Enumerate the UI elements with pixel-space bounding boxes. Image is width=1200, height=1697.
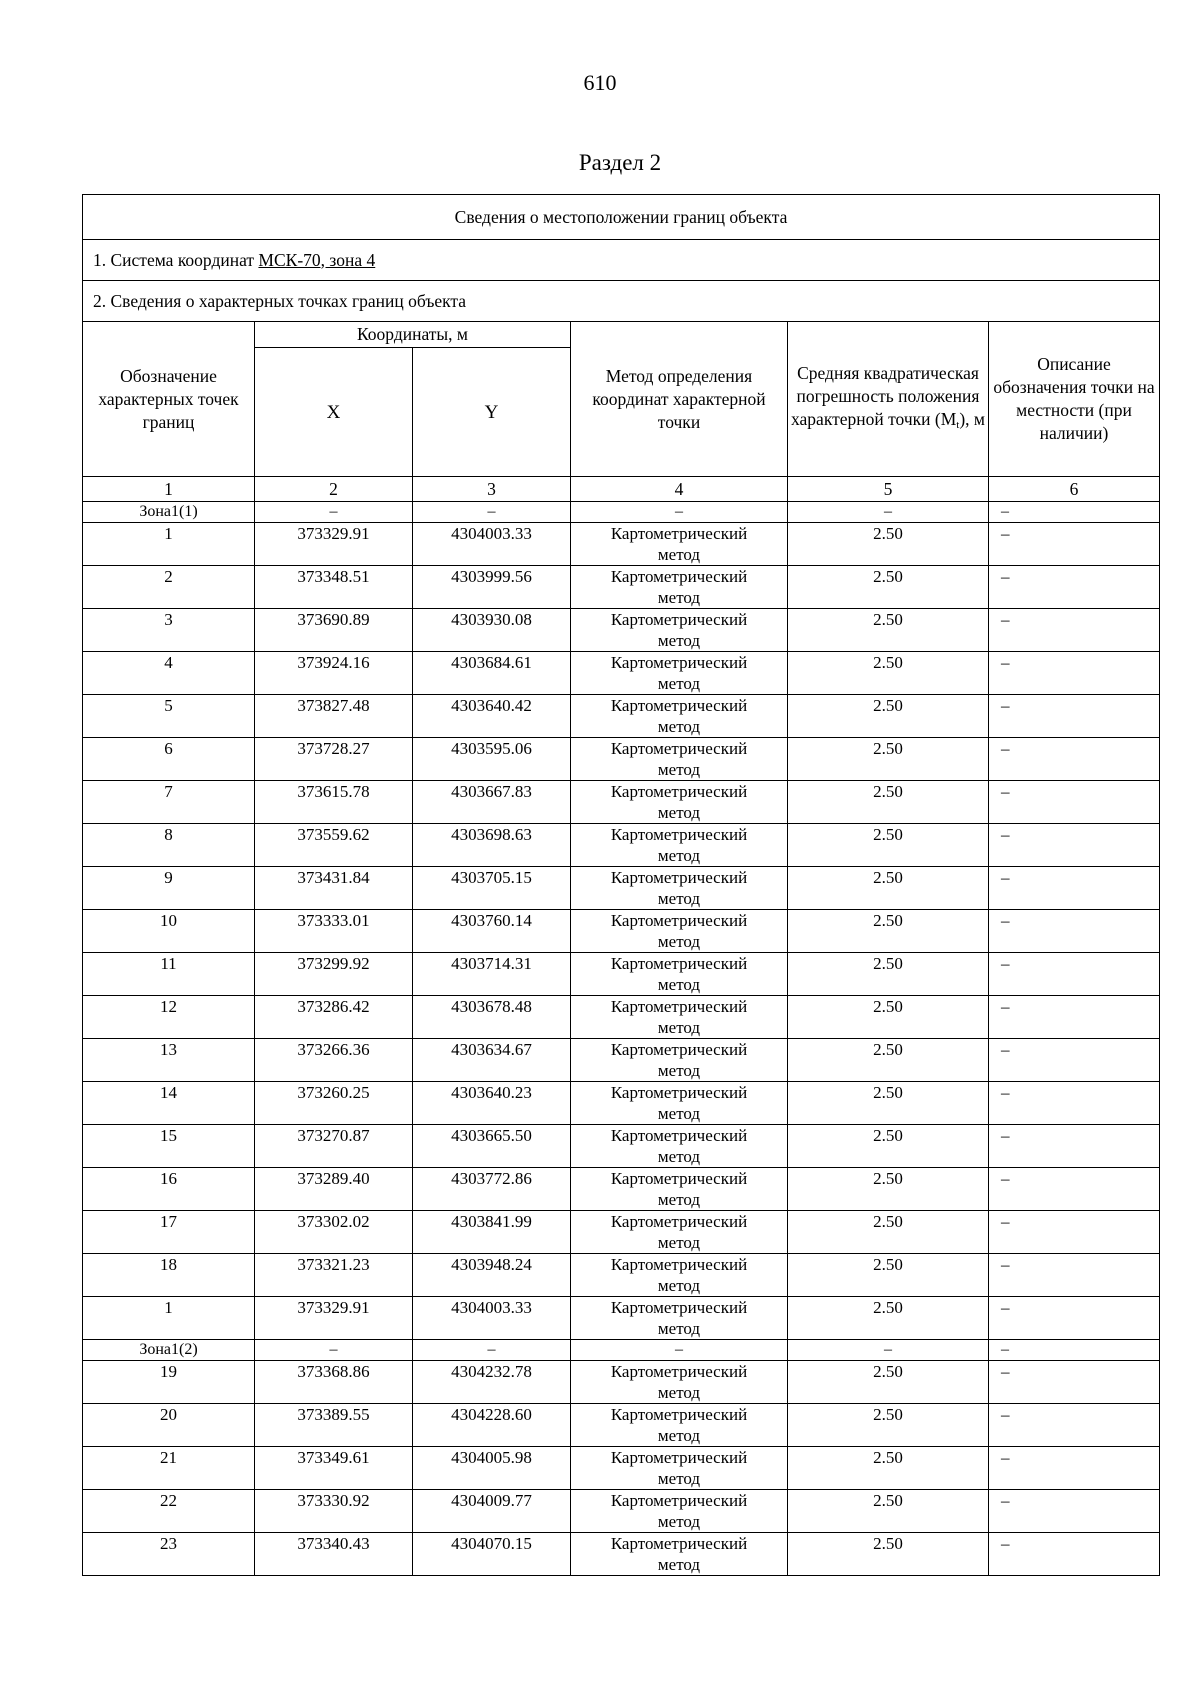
method-cell bbox=[571, 1254, 788, 1297]
error-value: 2.50 bbox=[788, 1404, 989, 1447]
error-value: 2.50 bbox=[788, 1082, 989, 1125]
point-id: 19 bbox=[83, 1361, 255, 1404]
method-line-1: Картометрический bbox=[610, 1169, 748, 1188]
zone-row bbox=[83, 1340, 1160, 1361]
method-line-2: метод bbox=[657, 1383, 701, 1402]
method-line-2: метод bbox=[657, 674, 701, 693]
y-coordinate: 4304003.33 bbox=[413, 1297, 571, 1340]
method-line-1: Картометрический bbox=[610, 1448, 748, 1467]
x-coordinate: 373349.61 bbox=[255, 1447, 413, 1490]
boundary-points-table bbox=[82, 194, 1160, 1576]
method-line-1: Картометрический bbox=[610, 954, 748, 973]
y-coordinate: 4304070.15 bbox=[413, 1533, 571, 1576]
method-line-2: метод bbox=[657, 545, 701, 564]
error-value: 2.50 bbox=[788, 996, 989, 1039]
table-row bbox=[83, 1082, 1160, 1125]
y-coordinate: 4303640.23 bbox=[413, 1082, 571, 1125]
y-coordinate: 4303678.48 bbox=[413, 996, 571, 1039]
y-coordinate: 4303930.08 bbox=[413, 609, 571, 652]
column-number: 4 bbox=[571, 477, 788, 502]
point-id: 12 bbox=[83, 996, 255, 1039]
description-value: – bbox=[989, 953, 1160, 996]
description-value: – bbox=[989, 1168, 1160, 1211]
zone-label: Зона1(2) bbox=[83, 1340, 255, 1361]
method-line-1: Картометрический bbox=[610, 1534, 748, 1553]
error-value: 2.50 bbox=[788, 609, 989, 652]
description-value: – bbox=[989, 695, 1160, 738]
method-line-1: Картометрический bbox=[610, 997, 748, 1016]
table-row bbox=[83, 1490, 1160, 1533]
header-designation: Обозначение характерных точек границ bbox=[83, 322, 255, 477]
point-id: 20 bbox=[83, 1404, 255, 1447]
header-error-text: Средняя квадратическая погрешность положения характерной точки (M bbox=[791, 362, 980, 429]
point-id: 7 bbox=[83, 781, 255, 824]
description-value: – bbox=[989, 523, 1160, 566]
y-coordinate: 4303841.99 bbox=[413, 1211, 571, 1254]
method-line-2: метод bbox=[657, 631, 701, 650]
error-value: 2.50 bbox=[788, 867, 989, 910]
header-x: X bbox=[255, 348, 413, 477]
x-coordinate: 373329.91 bbox=[255, 1297, 413, 1340]
method-line-2: метод bbox=[657, 760, 701, 779]
method-cell bbox=[571, 695, 788, 738]
dash-cell: – bbox=[255, 1340, 413, 1361]
method-line-2: метод bbox=[657, 1469, 701, 1488]
method-cell bbox=[571, 609, 788, 652]
method-line-1: Картометрический bbox=[610, 1212, 748, 1231]
y-coordinate: 4303948.24 bbox=[413, 1254, 571, 1297]
method-line-1: Картометрический bbox=[610, 1405, 748, 1424]
description-value: – bbox=[989, 1125, 1160, 1168]
header-error bbox=[788, 322, 989, 477]
point-id: 10 bbox=[83, 910, 255, 953]
method-cell bbox=[571, 1533, 788, 1576]
method-line-2: метод bbox=[657, 889, 701, 908]
coord-system-value: МСК-70, зона 4 bbox=[258, 249, 376, 270]
column-number: 6 bbox=[989, 477, 1160, 502]
x-coordinate: 373827.48 bbox=[255, 695, 413, 738]
method-line-1: Картометрический bbox=[610, 1040, 748, 1059]
x-coordinate: 373615.78 bbox=[255, 781, 413, 824]
error-value: 2.50 bbox=[788, 1211, 989, 1254]
point-id: 6 bbox=[83, 738, 255, 781]
table-row bbox=[83, 1125, 1160, 1168]
table-row bbox=[83, 867, 1160, 910]
description-value: – bbox=[989, 1254, 1160, 1297]
table-row bbox=[83, 1168, 1160, 1211]
method-line-1: Картометрический bbox=[610, 1126, 748, 1145]
method-line-1: Картометрический bbox=[610, 1255, 748, 1274]
y-coordinate: 4303772.86 bbox=[413, 1168, 571, 1211]
description-value: – bbox=[989, 609, 1160, 652]
method-line-2: метод bbox=[657, 1104, 701, 1123]
method-cell bbox=[571, 1297, 788, 1340]
point-id: 4 bbox=[83, 652, 255, 695]
method-line-2: метод bbox=[657, 1061, 701, 1080]
description-value: – bbox=[989, 1533, 1160, 1576]
table-row bbox=[83, 523, 1160, 566]
error-value: 2.50 bbox=[788, 953, 989, 996]
table-row bbox=[83, 1404, 1160, 1447]
y-coordinate: 4303714.31 bbox=[413, 953, 571, 996]
table-row bbox=[83, 781, 1160, 824]
method-cell bbox=[571, 867, 788, 910]
point-id: 3 bbox=[83, 609, 255, 652]
x-coordinate: 373431.84 bbox=[255, 867, 413, 910]
method-line-1: Картометрический bbox=[610, 653, 748, 672]
x-coordinate: 373289.40 bbox=[255, 1168, 413, 1211]
y-coordinate: 4304005.98 bbox=[413, 1447, 571, 1490]
table-row bbox=[83, 996, 1160, 1039]
table-row bbox=[83, 695, 1160, 738]
table-row bbox=[83, 1254, 1160, 1297]
error-value: 2.50 bbox=[788, 1533, 989, 1576]
method-cell bbox=[571, 738, 788, 781]
dash-cell: – bbox=[255, 502, 413, 523]
coord-system-label: 1. Система координат bbox=[93, 249, 259, 270]
x-coordinate: 373690.89 bbox=[255, 609, 413, 652]
method-line-2: метод bbox=[657, 932, 701, 951]
x-coordinate: 373286.42 bbox=[255, 996, 413, 1039]
error-value: 2.50 bbox=[788, 1490, 989, 1533]
method-line-2: метод bbox=[657, 1555, 701, 1574]
y-coordinate: 4303698.63 bbox=[413, 824, 571, 867]
coord-system-line bbox=[83, 240, 1160, 281]
description-value: – bbox=[989, 1082, 1160, 1125]
x-coordinate: 373924.16 bbox=[255, 652, 413, 695]
method-line-1: Картометрический bbox=[610, 782, 748, 801]
dash-cell: – bbox=[788, 1340, 989, 1361]
method-line-1: Картометрический bbox=[610, 610, 748, 629]
description-value: – bbox=[989, 738, 1160, 781]
point-id: 1 bbox=[83, 523, 255, 566]
point-id: 23 bbox=[83, 1533, 255, 1576]
error-value: 2.50 bbox=[788, 566, 989, 609]
dash-cell: – bbox=[571, 502, 788, 523]
description-value: – bbox=[989, 1361, 1160, 1404]
method-cell bbox=[571, 1361, 788, 1404]
point-id: 15 bbox=[83, 1125, 255, 1168]
method-line-2: метод bbox=[657, 846, 701, 865]
description-value: – bbox=[989, 781, 1160, 824]
y-coordinate: 4304009.77 bbox=[413, 1490, 571, 1533]
method-line-2: метод bbox=[657, 1018, 701, 1037]
method-cell bbox=[571, 953, 788, 996]
method-line-2: метод bbox=[657, 1147, 701, 1166]
y-coordinate: 4303684.61 bbox=[413, 652, 571, 695]
dash-cell: – bbox=[989, 1340, 1160, 1361]
method-cell bbox=[571, 523, 788, 566]
method-cell bbox=[571, 652, 788, 695]
error-value: 2.50 bbox=[788, 523, 989, 566]
method-line-2: метод bbox=[657, 1319, 701, 1338]
error-value: 2.50 bbox=[788, 824, 989, 867]
method-line-2: метод bbox=[657, 803, 701, 822]
column-number: 2 bbox=[255, 477, 413, 502]
description-value: – bbox=[989, 824, 1160, 867]
x-coordinate: 373333.01 bbox=[255, 910, 413, 953]
description-value: – bbox=[989, 1211, 1160, 1254]
x-coordinate: 373559.62 bbox=[255, 824, 413, 867]
method-line-2: метод bbox=[657, 588, 701, 607]
method-cell bbox=[571, 781, 788, 824]
points-info-line: 2. Сведения о характерных точках границ объекта bbox=[83, 281, 1160, 322]
method-line-1: Картометрический bbox=[610, 524, 748, 543]
header-coordinates: Координаты, м bbox=[255, 322, 571, 348]
x-coordinate: 373270.87 bbox=[255, 1125, 413, 1168]
error-value: 2.50 bbox=[788, 695, 989, 738]
zone-row bbox=[83, 502, 1160, 523]
method-cell bbox=[571, 1211, 788, 1254]
y-coordinate: 4303667.83 bbox=[413, 781, 571, 824]
error-value: 2.50 bbox=[788, 738, 989, 781]
x-coordinate: 373266.36 bbox=[255, 1039, 413, 1082]
y-coordinate: 4304232.78 bbox=[413, 1361, 571, 1404]
header-y: Y bbox=[413, 348, 571, 477]
error-value: 2.50 bbox=[788, 1361, 989, 1404]
description-value: – bbox=[989, 867, 1160, 910]
method-cell bbox=[571, 1125, 788, 1168]
method-line-1: Картометрический bbox=[610, 567, 748, 586]
y-coordinate: 4303634.67 bbox=[413, 1039, 571, 1082]
y-coordinate: 4303705.15 bbox=[413, 867, 571, 910]
table-row bbox=[83, 1039, 1160, 1082]
description-value: – bbox=[989, 996, 1160, 1039]
method-line-1: Картометрический bbox=[610, 696, 748, 715]
point-id: 9 bbox=[83, 867, 255, 910]
method-line-2: метод bbox=[657, 1426, 701, 1445]
method-cell bbox=[571, 910, 788, 953]
point-id: 1 bbox=[83, 1297, 255, 1340]
error-value: 2.50 bbox=[788, 781, 989, 824]
dash-cell: – bbox=[413, 502, 571, 523]
zone-label: Зона1(1) bbox=[83, 502, 255, 523]
error-value: 2.50 bbox=[788, 1254, 989, 1297]
error-value: 2.50 bbox=[788, 1125, 989, 1168]
table-title: Сведения о местоположении границ объекта bbox=[83, 195, 1160, 240]
header-error-unit: ), м bbox=[959, 408, 985, 429]
point-id: 16 bbox=[83, 1168, 255, 1211]
table-row bbox=[83, 652, 1160, 695]
method-line-2: метод bbox=[657, 1512, 701, 1531]
y-coordinate: 4303760.14 bbox=[413, 910, 571, 953]
method-cell bbox=[571, 1447, 788, 1490]
method-line-2: метод bbox=[657, 975, 701, 994]
point-id: 17 bbox=[83, 1211, 255, 1254]
table-row bbox=[83, 738, 1160, 781]
point-id: 5 bbox=[83, 695, 255, 738]
method-line-1: Картометрический bbox=[610, 1298, 748, 1317]
x-coordinate: 373368.86 bbox=[255, 1361, 413, 1404]
method-line-1: Картометрический bbox=[610, 868, 748, 887]
y-coordinate: 4303999.56 bbox=[413, 566, 571, 609]
method-line-1: Картометрический bbox=[610, 739, 748, 758]
x-coordinate: 373321.23 bbox=[255, 1254, 413, 1297]
table-row bbox=[83, 1297, 1160, 1340]
method-cell bbox=[571, 1168, 788, 1211]
error-value: 2.50 bbox=[788, 1168, 989, 1211]
point-id: 11 bbox=[83, 953, 255, 996]
description-value: – bbox=[989, 566, 1160, 609]
error-value: 2.50 bbox=[788, 1297, 989, 1340]
point-id: 8 bbox=[83, 824, 255, 867]
method-cell bbox=[571, 1404, 788, 1447]
dash-cell: – bbox=[788, 502, 989, 523]
column-number: 5 bbox=[788, 477, 989, 502]
method-cell bbox=[571, 566, 788, 609]
method-line-1: Картометрический bbox=[610, 911, 748, 930]
x-coordinate: 373330.92 bbox=[255, 1490, 413, 1533]
description-value: – bbox=[989, 910, 1160, 953]
page-number: 610 bbox=[583, 70, 617, 95]
description-value: – bbox=[989, 1490, 1160, 1533]
column-number: 3 bbox=[413, 477, 571, 502]
method-line-1: Картометрический bbox=[610, 825, 748, 844]
error-value: 2.50 bbox=[788, 1447, 989, 1490]
point-id: 21 bbox=[83, 1447, 255, 1490]
method-cell bbox=[571, 996, 788, 1039]
point-id: 18 bbox=[83, 1254, 255, 1297]
y-coordinate: 4303640.42 bbox=[413, 695, 571, 738]
description-value: – bbox=[989, 1404, 1160, 1447]
method-line-2: метод bbox=[657, 717, 701, 736]
column-number: 1 bbox=[83, 477, 255, 502]
y-coordinate: 4303665.50 bbox=[413, 1125, 571, 1168]
method-cell bbox=[571, 1082, 788, 1125]
x-coordinate: 373728.27 bbox=[255, 738, 413, 781]
y-coordinate: 4304003.33 bbox=[413, 523, 571, 566]
description-value: – bbox=[989, 1447, 1160, 1490]
table-row bbox=[83, 824, 1160, 867]
point-id: 22 bbox=[83, 1490, 255, 1533]
x-coordinate: 373389.55 bbox=[255, 1404, 413, 1447]
x-coordinate: 373302.02 bbox=[255, 1211, 413, 1254]
table-row bbox=[83, 609, 1160, 652]
point-id: 13 bbox=[83, 1039, 255, 1082]
description-value: – bbox=[989, 1039, 1160, 1082]
method-line-1: Картометрический bbox=[610, 1491, 748, 1510]
method-line-2: метод bbox=[657, 1190, 701, 1209]
method-cell bbox=[571, 1490, 788, 1533]
x-coordinate: 373348.51 bbox=[255, 566, 413, 609]
section-title: Раздел 2 bbox=[578, 150, 662, 175]
table-row bbox=[83, 1361, 1160, 1404]
header-error-subscript: t bbox=[956, 418, 960, 431]
method-line-2: метод bbox=[657, 1276, 701, 1295]
dash-cell: – bbox=[989, 502, 1160, 523]
method-cell bbox=[571, 1039, 788, 1082]
table-row bbox=[83, 953, 1160, 996]
x-coordinate: 373299.92 bbox=[255, 953, 413, 996]
method-line-1: Картометрический bbox=[610, 1083, 748, 1102]
table-row bbox=[83, 1447, 1160, 1490]
error-value: 2.50 bbox=[788, 652, 989, 695]
header-description: Описание обозначения точки на местности (при наличии) bbox=[989, 322, 1160, 477]
method-line-1: Картометрический bbox=[610, 1362, 748, 1381]
error-value: 2.50 bbox=[788, 910, 989, 953]
method-line-2: метод bbox=[657, 1233, 701, 1252]
error-value: 2.50 bbox=[788, 1039, 989, 1082]
dash-cell: – bbox=[571, 1340, 788, 1361]
method-cell bbox=[571, 824, 788, 867]
header-method: Метод определения координат характерной точки bbox=[571, 322, 788, 477]
point-id: 14 bbox=[83, 1082, 255, 1125]
x-coordinate: 373260.25 bbox=[255, 1082, 413, 1125]
x-coordinate: 373340.43 bbox=[255, 1533, 413, 1576]
description-value: – bbox=[989, 1297, 1160, 1340]
table-row bbox=[83, 566, 1160, 609]
description-value: – bbox=[989, 652, 1160, 695]
table-row bbox=[83, 1533, 1160, 1576]
dash-cell: – bbox=[413, 1340, 571, 1361]
y-coordinate: 4303595.06 bbox=[413, 738, 571, 781]
x-coordinate: 373329.91 bbox=[255, 523, 413, 566]
y-coordinate: 4304228.60 bbox=[413, 1404, 571, 1447]
table-row bbox=[83, 1211, 1160, 1254]
point-id: 2 bbox=[83, 566, 255, 609]
table-row bbox=[83, 910, 1160, 953]
